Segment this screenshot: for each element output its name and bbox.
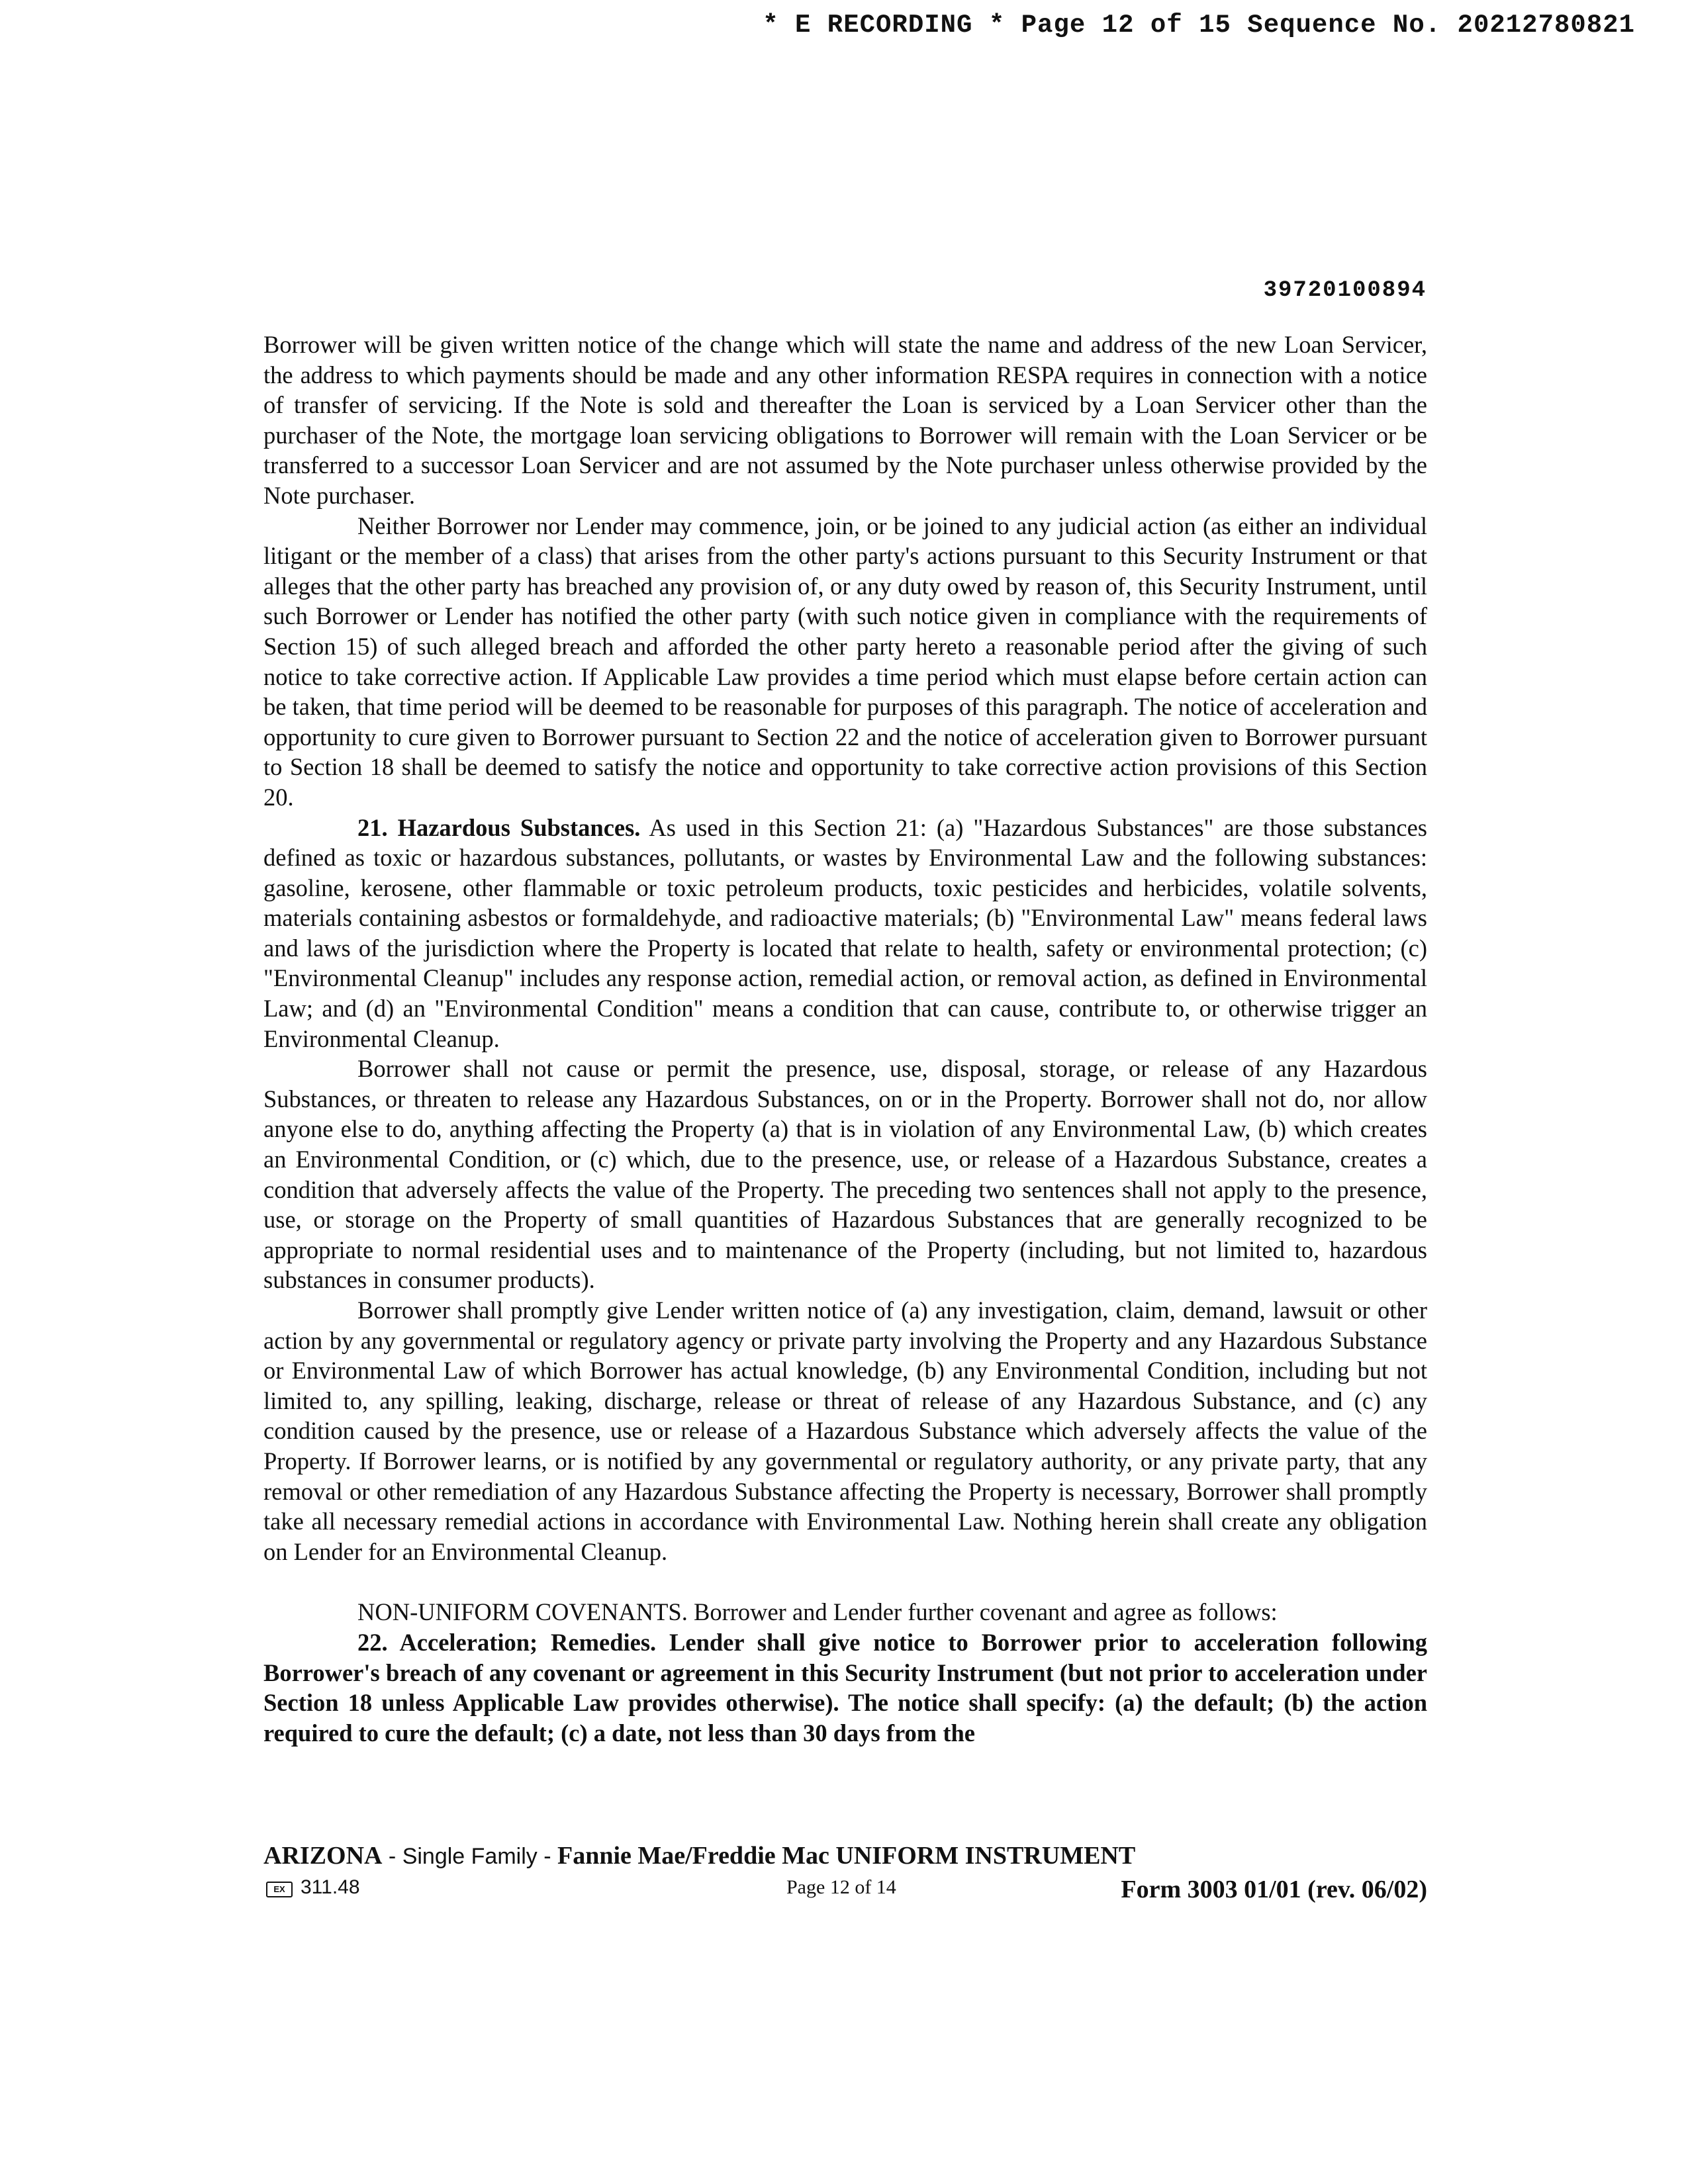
footer-form-title xyxy=(263,1840,1427,1872)
footer-family: Single Family xyxy=(402,1844,538,1869)
document-footer xyxy=(263,1840,1427,1907)
paragraph-gap xyxy=(263,1567,1427,1597)
form-number: Form 3003 01/01 (rev. 06/02) xyxy=(1121,1876,1427,1903)
paragraph-hazardous-substances xyxy=(263,813,1427,1054)
loan-number: 39720100894 xyxy=(1263,278,1427,303)
vendor-logo-icon: EX xyxy=(266,1882,293,1897)
page-number: Page 12 of 14 xyxy=(786,1876,896,1898)
footer-separator: - xyxy=(537,1844,557,1869)
paragraph-borrower-shall-not: Borrower shall not cause or permit the presence, use, disposal, storage, or release of any Hazardous Substances, or threaten to release any Hazardous Substances, on or in the Property. Borrower shall not do, nor allow anyone else to do, anything affecting the Property (a) that is in violation of any Environmental Law, (b) which creates an Environmental Condition, or (c) which, due to the presence, use, or release of a Hazardous Substance, creates a condition that adversely affects the value of the Property. The preceding two sentences shall not apply to the presence, use, or storage on the Property of small quantities of Hazardous Substances that are generally recognized to be appropriate to normal residential uses and to maintenance of the Property (including, but not limited to, hazardous substances in consumer products). xyxy=(263,1055,1427,1294)
vendor-code: 311.48 xyxy=(301,1876,360,1898)
paragraph-judicial-action: Neither Borrower nor Lender may commence, join, or be joined to any judicial action (as either an individual litigant or the member of a class) that arises from the other party's actions pursuant to this Security Instrument or that alleges that the other party has breached any provision of, or any duty owed by reason of, this Security Instrument, until such Borrower or Lender has notified the other party (with such notice given in compliance with the requirements of Section 15) of such alleged breach and afforded the other party hereto a reasonable period after the giving of such notice to take corrective action. If Applicable Law provides a time period which must elapse before certain action can be taken, that time period will be deemed to be reasonable for purposes of this paragraph. The notice of acceleration and opportunity to cure given to Borrower pursuant to Section 22 and the notice of acceleration given to Borrower pursuant to Section 18 shall be deemed to satisfy the notice and opportunity to take corrective action provisions of this Section 20. xyxy=(263,512,1427,811)
paragraph-non-uniform-covenants: NON-UNIFORM COVENANTS. Borrower and Lender further covenant and agree as follows: xyxy=(357,1598,1278,1626)
paragraph-borrower-notice: Borrower shall promptly give Lender written notice of (a) any investigation, claim, demand, lawsuit or other action by any governmental or regulatory agency or private party involving the Property and any Hazardous Substance or Environmental Law of which Borrower has actual knowledge, (b) any Environmental Condition, including but not limited to, any spilling, leaking, discharge, release or threat of release of any Hazardous Substance, and (c) any condition caused by the presence, use or release of a Hazardous Substance which adversely affects the value of the Property. If Borrower learns, or is notified by any governmental or regulatory authority, or any private party, that any removal or other remediation of any Hazardous Substance affecting the Property is necessary, Borrower shall promptly take all necessary remedial actions in accordance with Environmental Law. Nothing herein shall create any obligation on Lender for an Environmental Cleanup. xyxy=(263,1297,1427,1565)
footer-instrument: Fannie Mae/Freddie Mac UNIFORM INSTRUMENT xyxy=(557,1842,1136,1870)
paragraph-servicer-notice: Borrower will be given written notice of the change which will state the name and address of the new Loan Servicer, the address to which payments should be made and any other information RESPA requires in connection with a notice of transfer of servicing. If the Note is sold and thereafter the Loan is serviced by a Loan Servicer other than the purchaser of the Note, the mortgage loan servicing obligations to Borrower will remain with the Loan Servicer or be transferred to a successor Loan Servicer and are not assumed by the Note purchaser unless otherwise provided by the Note purchaser. xyxy=(263,331,1427,509)
footer-state: ARIZONA xyxy=(263,1842,383,1870)
document-body xyxy=(263,330,1427,1748)
section-21-text: As used in this Section 21: (a) "Hazardous Substances" are those substances defined as toxic or hazardous substances, pollutants, or wastes by Environmental Law and the following substances: gasoline, kerosene, other flammable or toxic petroleum products, toxic pesticides and herbicides, volatile solvents, materials containing asbestos or formaldehyde, and radioactive materials; (b) "Environmental Law" means federal laws and laws of the jurisdiction where the Property is located that relate to health, safety or environmental protection; (c) "Environmental Cleanup" includes any response action, remedial action, or removal action, as defined in Environmental Law; and (d) an "Environmental Condition" means a condition that can cause, contribute to, or otherwise trigger an Environmental Cleanup. xyxy=(263,813,1427,1052)
paragraph-acceleration-remedies: 22. Acceleration; Remedies. Lender shall give notice to Borrower prior to acceleration following Borrower's breach of any covenant or agreement in this Security Instrument (but not prior to acceleration under Section 18 unless Applicable Law provides otherwise). The notice shall specify: (a) the default; (b) the action required to cure the default; (c) a date, not less than 30 days from the xyxy=(263,1628,1427,1747)
recording-stamp: * E RECORDING * Page 12 of 15 Sequence No. 20212780821 xyxy=(763,11,1635,40)
footer-meta-row xyxy=(263,1875,1427,1907)
section-heading-21: 21. Hazardous Substances. xyxy=(357,813,641,841)
footer-separator: - xyxy=(382,1844,402,1869)
